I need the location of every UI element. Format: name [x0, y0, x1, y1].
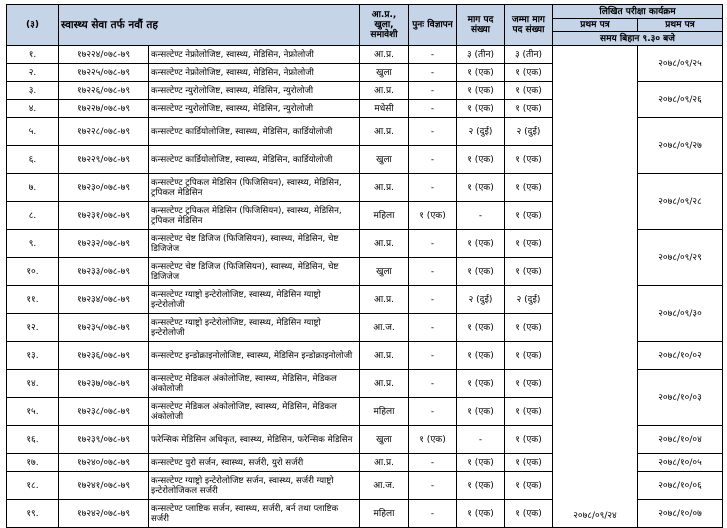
row-total: १ (एक)	[505, 202, 553, 230]
row-post: कन्सल्टेण्ट ट्रपिकल मेडिसिन (फिजिसियन), स्वास्थ्य, मेडिसिन, ट्रपिकल मेडिसिन	[149, 174, 360, 202]
row-code: १७२३३/०७८-७९	[59, 258, 149, 286]
row-readvert: -	[409, 342, 457, 370]
row-demand: १ (एक)	[457, 472, 505, 500]
row-total: १ (एक)	[505, 454, 553, 472]
row-quota: आ.ज.	[360, 472, 409, 500]
row-readvert: -	[409, 174, 457, 202]
row-quota: आ.प्र.	[360, 46, 409, 64]
row-demand: १ (एक)	[457, 342, 505, 370]
row-quota: आ.ज.	[360, 314, 409, 342]
row-code: १७२४१/०७८-७९	[59, 472, 149, 500]
row-code: १७२२७/०७८-७९	[59, 100, 149, 118]
row-serial: १४.	[7, 370, 59, 398]
header-title: स्वास्थ्य सेवा तर्फ नवौं तह	[59, 5, 360, 46]
row-total: १ (एक)	[505, 82, 553, 100]
header-readvert: पुनः विज्ञापन	[409, 5, 457, 46]
row-post: कन्सल्टेण्ट ग्याष्ट्रो इन्टेरोलोजिष्ट, स्वास्थ्य, मेडिसिन ग्याष्ट्रो इन्टेरोलोजी	[149, 314, 360, 342]
header-time: समय बिहान ९.३० बजे	[553, 32, 723, 46]
row-demand: ३ (तीन)	[457, 46, 505, 64]
row-quota: महिला	[360, 500, 409, 528]
row-quota: आ.प्र.	[360, 370, 409, 398]
row-demand: २ (दुई)	[457, 286, 505, 314]
header-quota: आ.प्र., खुला, समावेशी	[360, 5, 409, 46]
row-demand: १ (एक)	[457, 174, 505, 202]
row-quota: आ.प्र.	[360, 230, 409, 258]
row-post: कन्सल्टेण्ट चेष्ट डिजिज (फिजिसियन), स्वास्थ्य, मेडिसिन, चेष्ट डिजिजेज	[149, 258, 360, 286]
row-total: १ (एक)	[505, 230, 553, 258]
row-total: १ (एक)	[505, 426, 553, 454]
row-total: १ (एक)	[505, 64, 553, 82]
row-code: १७२२९/०७८-७९	[59, 146, 149, 174]
row-total: २ (दुई)	[505, 286, 553, 314]
row-serial: ९.	[7, 230, 59, 258]
paper2-date: २०७८/१०/०२	[638, 342, 723, 370]
row-readvert: -	[409, 64, 457, 82]
row-post: कन्सल्टेण्ट मेडिकल अंकोलोजिष्ट, स्वास्थ्य, मेडिसिन, मेडिकल अंकोलोजी	[149, 370, 360, 398]
row-readvert: -	[409, 146, 457, 174]
row-quota: आ.प्र.	[360, 82, 409, 100]
row-readvert: १ (एक)	[409, 426, 457, 454]
row-quota: आ.प्र.	[360, 286, 409, 314]
row-total: २ (दुई)	[505, 118, 553, 146]
row-total: १ (एक)	[505, 100, 553, 118]
row-code: १७२३८/०७८-७९	[59, 398, 149, 426]
row-serial: १८.	[7, 472, 59, 500]
row-demand: १ (एक)	[457, 314, 505, 342]
row-code: १७२४०/०७८-७९	[59, 454, 149, 472]
row-serial: ३.	[7, 82, 59, 100]
row-code: १७२३४/०७८-७९	[59, 286, 149, 314]
row-code: १७२२५/०७८-७९	[59, 64, 149, 82]
paper2-date: २०७८/०९/२७	[638, 118, 723, 174]
row-total: १ (एक)	[505, 174, 553, 202]
row-post: कन्सल्टेण्ट चेष्ट डिजिज (फिजिसियन), स्वास्थ्य, मेडिसिन, चेष्ट डिजिजेज	[149, 230, 360, 258]
row-post: कन्सल्टेण्ट न्युरोलोजिष्ट, स्वास्थ्य, मेडिसिन, न्युरोलोजी	[149, 100, 360, 118]
row-readvert: -	[409, 398, 457, 426]
row-serial: ५.	[7, 118, 59, 146]
header-total: जम्मा माग पद संख्या	[505, 5, 553, 46]
row-post: कन्सल्टेण्ट प्लाष्टिक सर्जन, स्वास्थ्य, सर्जरी, बर्न तथा प्लाष्टिक सर्जरी	[149, 500, 360, 528]
paper2-date: २०७८/१०/०७	[638, 500, 723, 528]
paper2-date: २०७८/०९/२६	[638, 82, 723, 118]
row-demand: १ (एक)	[457, 82, 505, 100]
row-post: कन्सल्टेण्ट ग्याष्ट्रो इन्टेरोलोजिष्ट, स्वास्थ्य, मेडिसिन ग्याष्ट्रो इन्टेरोलोजी	[149, 286, 360, 314]
row-post: कन्सल्टेण्ट नेफ्रोलोजिष्ट, स्वास्थ्य, मेडिसिन, नेफ्रोलोजी	[149, 64, 360, 82]
row-total: १ (एक)	[505, 146, 553, 174]
row-readvert: -	[409, 118, 457, 146]
paper2-date: २०७८/१०/०६	[638, 472, 723, 500]
header-exam-program: लिखित परीक्षा कार्यक्रम	[553, 5, 723, 19]
row-post: कन्सल्टेण्ट मेडिकल अंकोलोजिष्ट, स्वास्थ्य, मेडिसिन, मेडिकल अंकोलोजी	[149, 398, 360, 426]
exam-schedule-sheet	[6, 4, 722, 528]
row-post: कन्सल्टेण्ट कार्डियोलोजिष्ट, स्वास्थ्य, मेडिसिन, कार्डियोलोजी	[149, 146, 360, 174]
row-demand: -	[457, 202, 505, 230]
row-post: कन्सल्टेण्ट नेफ्रोलोजिष्ट, स्वास्थ्य, मेडिसिन, नेफ्रोलोजी	[149, 46, 360, 64]
row-total: १ (एक)	[505, 342, 553, 370]
row-readvert: -	[409, 82, 457, 100]
row-readvert: -	[409, 472, 457, 500]
row-readvert: १ (एक)	[409, 202, 457, 230]
header-paper2: प्रथम पत्र	[638, 19, 723, 32]
row-demand: १ (एक)	[457, 454, 505, 472]
row-post: कन्सल्टेण्ट युरो सर्जन, स्वास्थ्य, सर्जरी, युरो सर्जरी	[149, 454, 360, 472]
row-demand: १ (एक)	[457, 370, 505, 398]
paper2-date: २०७८/०९/३०	[638, 286, 723, 342]
row-readvert: -	[409, 46, 457, 64]
row-total: १ (एक)	[505, 370, 553, 398]
row-readvert: -	[409, 500, 457, 528]
row-demand: २ (दुई)	[457, 118, 505, 146]
row-post: कन्सल्टेण्ट इन्डोक्राइनोलोजिष्ट, स्वास्थ्य, मेडिसिन इन्डोक्राइनोलोजी	[149, 342, 360, 370]
row-serial: १६.	[7, 426, 59, 454]
row-serial: २.	[7, 64, 59, 82]
row-code: १७२४२/०७८-७९	[59, 500, 149, 528]
row-serial: ७.	[7, 174, 59, 202]
row-serial: ४.	[7, 100, 59, 118]
row-demand: १ (एक)	[457, 64, 505, 82]
row-total: १ (एक)	[505, 314, 553, 342]
paper2-date: २०७८/१०/०३	[638, 370, 723, 426]
row-readvert: -	[409, 314, 457, 342]
row-code: १७२३०/०७८-७९	[59, 174, 149, 202]
row-readvert: -	[409, 230, 457, 258]
row-readvert: -	[409, 454, 457, 472]
row-code: १७२२६/०७८-७९	[59, 82, 149, 100]
row-total: ३ (तीन)	[505, 46, 553, 64]
row-demand: १ (एक)	[457, 500, 505, 528]
row-code: १७२२८/०७८-७९	[59, 118, 149, 146]
paper2-date: २०७८/१०/०४	[638, 426, 723, 454]
row-demand: १ (एक)	[457, 230, 505, 258]
row-readvert: -	[409, 286, 457, 314]
row-total: १ (एक)	[505, 500, 553, 528]
row-quota: आ.प्र.	[360, 454, 409, 472]
header-sn: (३)	[7, 5, 59, 46]
row-readvert: -	[409, 258, 457, 286]
row-demand: १ (एक)	[457, 146, 505, 174]
row-serial: १३.	[7, 342, 59, 370]
row-total: १ (एक)	[505, 472, 553, 500]
row-total: १ (एक)	[505, 398, 553, 426]
row-serial: १०.	[7, 258, 59, 286]
row-quota: आ.प्र.	[360, 174, 409, 202]
row-demand: -	[457, 426, 505, 454]
paper2-date: २०७८/०९/२५	[638, 46, 723, 82]
row-post: फरेन्सिक मेडिसिन अधिकृत, स्वास्थ्य, मेडिसिन, फरेन्सिक मेडिसिन	[149, 426, 360, 454]
row-quota: खुला	[360, 258, 409, 286]
row-code: १७२३९/०७८-७९	[59, 426, 149, 454]
row-post: कन्सल्टेण्ट ग्याष्ट्रो इन्टेरोलोजिष्ट सर्जन, स्वास्थ्य, सर्जरी ग्याष्ट्रो इन्टेरोलोजिकल सर्जरी	[149, 472, 360, 500]
paper1-date: २०७८/०९/२४	[553, 46, 638, 528]
row-readvert: -	[409, 370, 457, 398]
row-code: १७२३५/०७८-७९	[59, 314, 149, 342]
row-post: कन्सल्टेण्ट ट्रपिकल मेडिसिन (फिजिसियन), स्वास्थ्य, मेडिसिन, ट्रपिकल मेडिसिन	[149, 202, 360, 230]
row-code: १७२२४/०७८-७९	[59, 46, 149, 64]
row-demand: १ (एक)	[457, 100, 505, 118]
row-quota: महिला	[360, 202, 409, 230]
row-demand: १ (एक)	[457, 398, 505, 426]
row-quota: आ.प्र.	[360, 118, 409, 146]
header-paper1: प्रथम पत्र	[553, 19, 638, 32]
row-quota: खुला	[360, 64, 409, 82]
row-serial: १७.	[7, 454, 59, 472]
table-row	[7, 46, 723, 64]
exam-schedule-table	[6, 4, 723, 528]
row-code: १७२३१/०७८-७९	[59, 202, 149, 230]
row-readvert: -	[409, 100, 457, 118]
row-code: १७२३६/०७८-७९	[59, 342, 149, 370]
row-code: १७२३२/०७८-७९	[59, 230, 149, 258]
paper2-date: २०७८/०९/२८	[638, 174, 723, 230]
row-code: १७२३७/०७८-७९	[59, 370, 149, 398]
paper2-date: २०७८/०९/२९	[638, 230, 723, 286]
row-total: १ (एक)	[505, 258, 553, 286]
row-quota: महिला	[360, 398, 409, 426]
row-quota: मधेसी	[360, 100, 409, 118]
row-serial: १२.	[7, 314, 59, 342]
row-post: कन्सल्टेण्ट कार्डियोलोजिष्ट, स्वास्थ्य, मेडिसिन, कार्डियोलोजी	[149, 118, 360, 146]
table-header	[7, 5, 723, 46]
row-serial: १५.	[7, 398, 59, 426]
row-quota: खुला	[360, 146, 409, 174]
row-post: कन्सल्टेण्ट न्युरोलोजिष्ट, स्वास्थ्य, मेडिसिन, न्युरोलोजी	[149, 82, 360, 100]
paper2-date: २०७८/१०/०५	[638, 454, 723, 472]
row-serial: ११.	[7, 286, 59, 314]
row-serial: १.	[7, 46, 59, 64]
row-serial: ६.	[7, 146, 59, 174]
table-body	[7, 46, 723, 528]
row-demand: १ (एक)	[457, 258, 505, 286]
row-serial: १९.	[7, 500, 59, 528]
header-demand: माग पद संख्या	[457, 5, 505, 46]
row-serial: ८.	[7, 202, 59, 230]
row-quota: आ.प्र.	[360, 342, 409, 370]
row-quota: खुला	[360, 426, 409, 454]
